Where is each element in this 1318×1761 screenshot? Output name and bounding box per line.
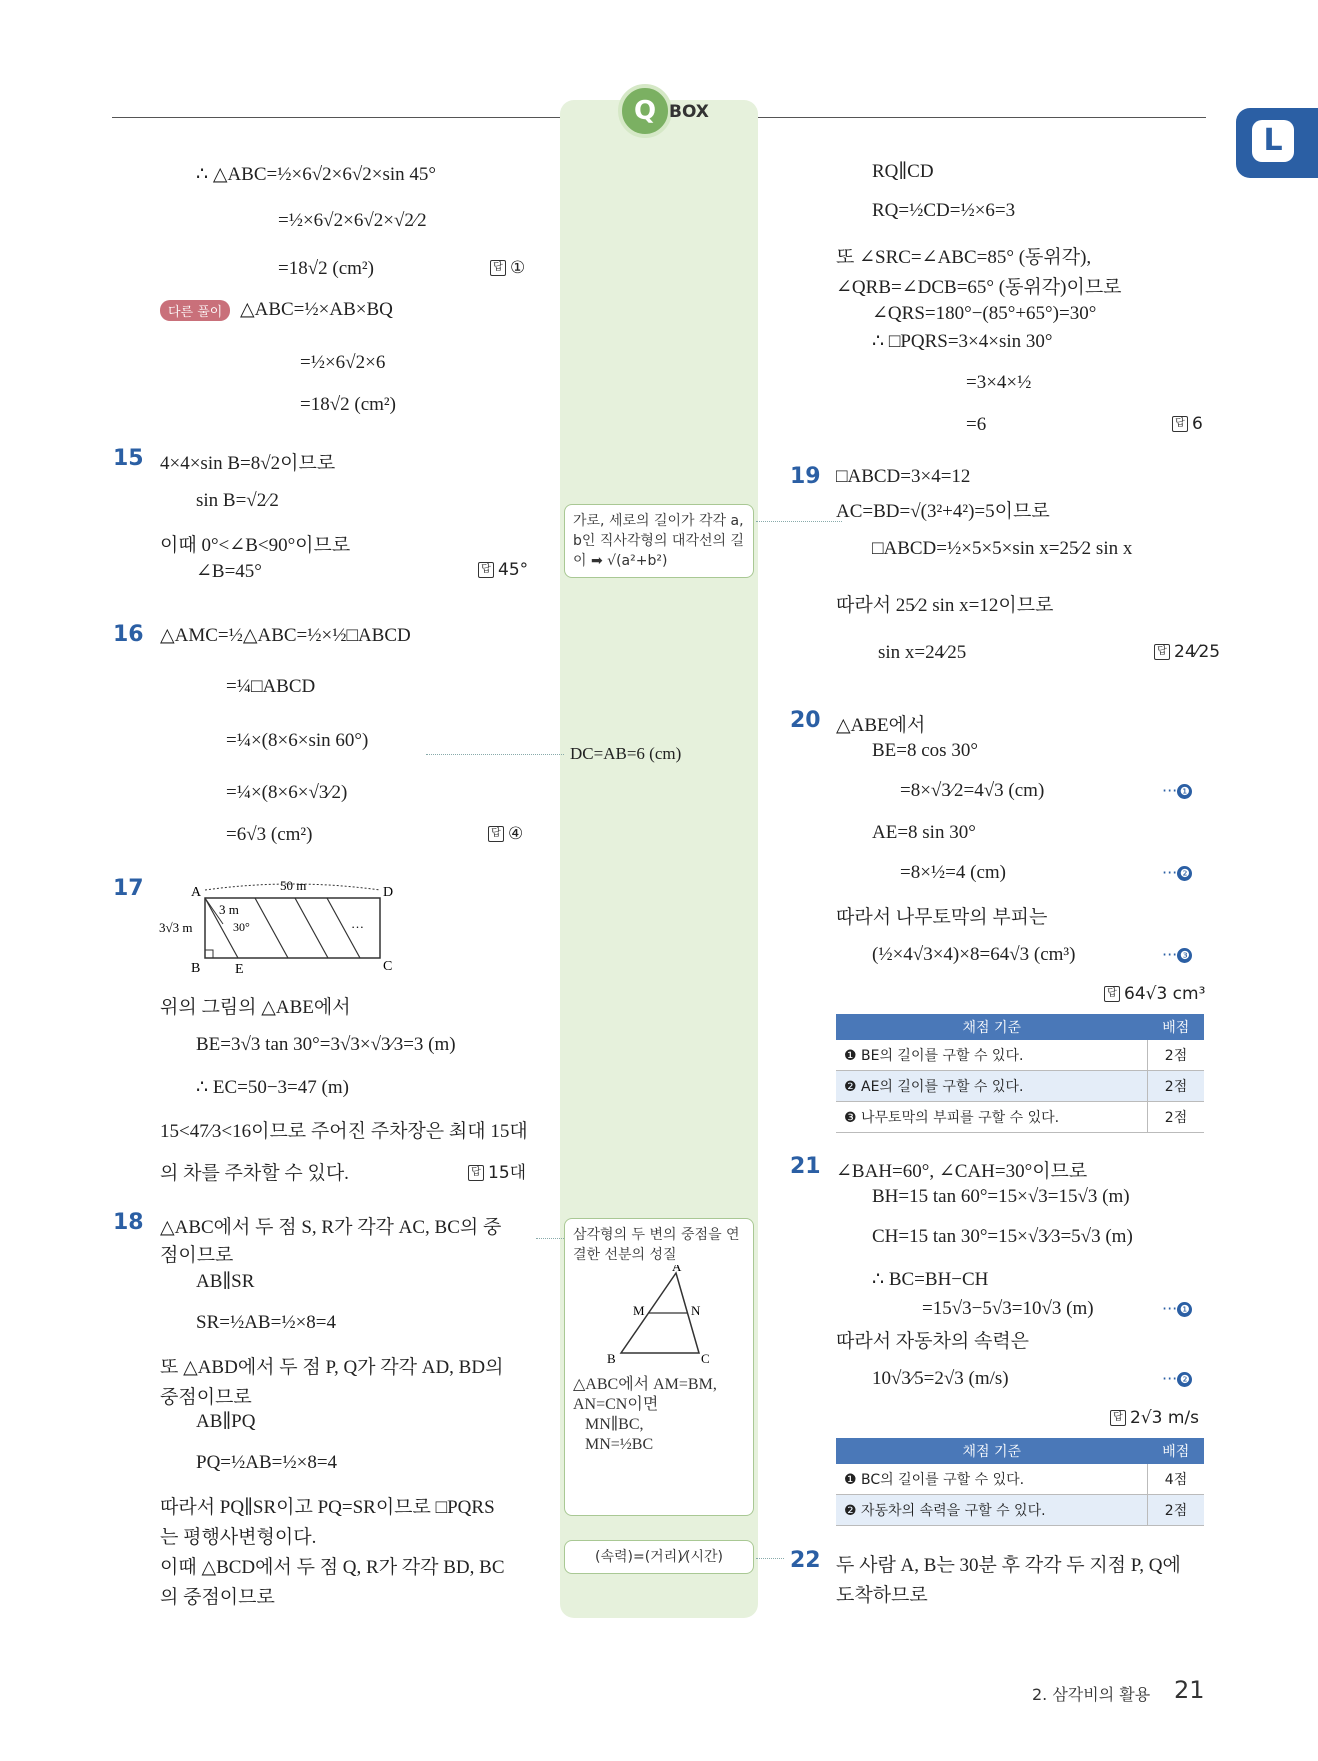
q21-line7: 10√3⁄5=2√3 (m/s) bbox=[872, 1368, 1009, 1389]
q21-line1: ∠BAH=60°, ∠CAH=30°이므로 bbox=[836, 1161, 1088, 1182]
connector-q21 bbox=[756, 1558, 784, 1559]
q20-line5: =8×½=4 (cm) bbox=[900, 862, 1007, 883]
footer-page-number: 21 bbox=[1174, 1676, 1205, 1704]
qbox-label: BOX bbox=[669, 102, 709, 122]
fig-label-e: E bbox=[235, 962, 244, 976]
chapter-tab bbox=[1236, 108, 1318, 178]
q15-line1: 4×4×sin B=8√2이므로 bbox=[160, 453, 336, 474]
q17-line5: 의 차를 주차할 수 있다. bbox=[160, 1163, 349, 1184]
qbox-note-dc: DC=AB=6 (cm) bbox=[570, 744, 682, 763]
grade-row-points: 4점 bbox=[1148, 1464, 1205, 1495]
q17-line4: 15<47⁄3<16이므로 주어진 주차장은 최대 15대 bbox=[160, 1121, 528, 1142]
q20-step2: ··· ❷ bbox=[1162, 862, 1192, 883]
chapter-tab-letter: L bbox=[1252, 120, 1294, 162]
answer-icon: 답 bbox=[1172, 416, 1188, 432]
tri-label-n: N bbox=[691, 1303, 701, 1318]
question-number-16: 16 bbox=[113, 622, 144, 647]
c1-line4: △ABC=½×AB×BQ bbox=[240, 299, 393, 320]
q15-line4: ∠B=45° bbox=[196, 561, 262, 582]
answer-icon: 답 bbox=[1104, 986, 1120, 1002]
grade-row-points: 2점 bbox=[1148, 1495, 1205, 1526]
grade-row-points: 2점 bbox=[1148, 1071, 1205, 1102]
q22-line2: 도착하므로 bbox=[836, 1585, 928, 1606]
grade-header-points: 배점 bbox=[1148, 1014, 1205, 1040]
alt-solution-tag: 다른 풀이 bbox=[160, 300, 230, 321]
q18-line1: △ABC에서 두 점 S, R가 각각 AC, BC의 중 bbox=[160, 1217, 502, 1238]
q21-line6: 따라서 자동차의 속력은 bbox=[836, 1331, 1030, 1352]
q21-line2: BH=15 tan 60°=15×√3=15√3 (m) bbox=[872, 1186, 1130, 1207]
q18-line12: 의 중점이므로 bbox=[160, 1587, 275, 1608]
q18-line2: 점이므로 bbox=[160, 1245, 234, 1266]
grade-header-criteria: 채점 기준 bbox=[836, 1014, 1148, 1040]
q17-line2: BE=3√3 tan 30°=3√3×√3⁄3=3 (m) bbox=[196, 1034, 456, 1055]
q20-grading-table bbox=[836, 1014, 1204, 1133]
c1-line2: =½×6√2×6√2×√2⁄2 bbox=[278, 210, 427, 231]
q18-line6: 중점이므로 bbox=[160, 1387, 252, 1408]
connector-q18 bbox=[536, 1238, 564, 1239]
midpoint-cond2: AN=CN이면 bbox=[573, 1396, 659, 1413]
q18-line8: PQ=½AB=½×8=4 bbox=[196, 1452, 338, 1473]
q21-step2: ··· ❷ bbox=[1162, 1368, 1192, 1389]
q21-line5: =15√3−5√3=10√3 (m) bbox=[922, 1298, 1094, 1319]
q17-line1: 위의 그림의 △ABE에서 bbox=[160, 997, 351, 1018]
qbox-badge bbox=[618, 84, 672, 138]
fig-label-3root3m: 3√3 m bbox=[159, 920, 193, 935]
connector-q16 bbox=[426, 754, 564, 755]
q19-line2: AC=BD=√(3²+4²)=5이므로 bbox=[836, 501, 1050, 522]
fig-label-dots: … bbox=[351, 916, 364, 931]
midpoint-result2: MN=½BC bbox=[585, 1436, 654, 1453]
answer-icon: 답 bbox=[1110, 1410, 1126, 1426]
q18-line11: 이때 △BCD에서 두 점 Q, R가 각각 BD, BC bbox=[160, 1557, 505, 1578]
tri-label-c: C bbox=[701, 1351, 710, 1366]
qbox-note-diagonal: 가로, 세로의 길이가 각각 a, b인 직사각형의 대각선의 길이 ➡ √(a²+b²) bbox=[564, 504, 754, 578]
header-rule-right bbox=[756, 117, 1206, 118]
question-number-15: 15 bbox=[113, 446, 144, 471]
grade-row-criteria: ❸ 나무토막의 부피를 구할 수 있다. bbox=[836, 1102, 1148, 1133]
midpoint-triangle-figure bbox=[573, 1265, 743, 1369]
c3-line8: =6 bbox=[966, 414, 987, 435]
q16-line2: =¼□ABCD bbox=[226, 676, 316, 697]
question-number-17: 17 bbox=[113, 876, 144, 901]
c3-answer1: 답 6 bbox=[1172, 414, 1203, 434]
qbox-note-speed: (속력)=(거리)⁄(시간) bbox=[564, 1540, 754, 1574]
parking-lot-figure bbox=[155, 876, 415, 976]
q18-line3: AB∥SR bbox=[196, 1271, 255, 1292]
grade-row-points: 2점 bbox=[1148, 1102, 1205, 1133]
c1-line3: =18√2 (cm²) bbox=[278, 258, 374, 279]
fig-label-b: B bbox=[191, 961, 201, 976]
q18-line7: AB∥PQ bbox=[196, 1411, 256, 1432]
footer-chapter: 2. 삼각비의 활용 bbox=[1032, 1685, 1151, 1704]
c3-line6: ∴ □PQRS=3×4×sin 30° bbox=[872, 331, 1053, 352]
header-rule-left bbox=[112, 117, 562, 118]
fig-label-a: A bbox=[191, 885, 202, 900]
question-number-19: 19 bbox=[790, 464, 821, 489]
q20-line3: =8×√3⁄2=4√3 (cm) bbox=[900, 780, 1045, 801]
midpoint-title: 삼각형의 두 변의 중점을 연결한 선분의 성질 bbox=[573, 1227, 740, 1263]
fig-label-50m: 50 m bbox=[280, 878, 307, 893]
q21-step1: ··· ❶ bbox=[1162, 1298, 1192, 1319]
grade-row-points: 2점 bbox=[1148, 1040, 1205, 1071]
answer-icon: 답 bbox=[490, 260, 506, 276]
q19-line1: □ABCD=3×4=12 bbox=[836, 466, 971, 487]
c1-line5: =½×6√2×6 bbox=[300, 352, 386, 373]
c1-line1: ∴ △ABC=½×6√2×6√2×sin 45° bbox=[196, 164, 437, 185]
answer-icon: 답 bbox=[1154, 644, 1170, 660]
grade-row-criteria: ❶ BE의 길이를 구할 수 있다. bbox=[836, 1040, 1148, 1071]
qbox-note-midpoint bbox=[564, 1218, 754, 1516]
q18-line5: 또 △ABD에서 두 점 P, Q가 각각 AD, BD의 bbox=[160, 1357, 504, 1378]
tri-label-m: M bbox=[633, 1303, 645, 1318]
q20-step3: ··· ❸ bbox=[1162, 944, 1192, 965]
answer-icon: 답 bbox=[468, 1165, 484, 1181]
midpoint-result1: MN∥BC, bbox=[585, 1416, 644, 1433]
q16-answer: 답 ④ bbox=[488, 824, 523, 844]
c3-line5: ∠QRS=180°−(85°+65°)=30° bbox=[872, 303, 1097, 324]
midpoint-cond1: △ABC에서 AM=BM, bbox=[573, 1376, 717, 1393]
q20-line2: BE=8 cos 30° bbox=[872, 740, 978, 761]
question-number-22: 22 bbox=[790, 1548, 821, 1573]
grade-row-criteria: ❷ AE의 길이를 구할 수 있다. bbox=[836, 1071, 1148, 1102]
grade-header-criteria: 채점 기준 bbox=[836, 1438, 1148, 1464]
c1-line6: =18√2 (cm²) bbox=[300, 394, 396, 415]
connector-q19 bbox=[756, 521, 842, 522]
q15-line2: sin B=√2⁄2 bbox=[196, 490, 279, 511]
c3-line3: 또 ∠SRC=∠ABC=85° (동위각), bbox=[836, 247, 1092, 268]
q20-line7: (½×4√3×4)×8=64√3 (cm³) bbox=[872, 944, 1076, 965]
q18-line10: 는 평행사변형이다. bbox=[160, 1527, 317, 1548]
c3-line1: RQ∥CD bbox=[872, 161, 934, 182]
q21-grading-table bbox=[836, 1438, 1204, 1526]
qbox-letter: Q bbox=[633, 96, 657, 126]
question-number-18: 18 bbox=[113, 1210, 144, 1235]
q16-line5: =6√3 (cm²) bbox=[226, 824, 313, 845]
q16-line4: =¼×(8×6×√3⁄2) bbox=[226, 782, 348, 803]
q21-line4: ∴ BC=BH−CH bbox=[872, 1269, 989, 1290]
q19-line5: sin x=24⁄25 bbox=[878, 642, 967, 663]
q20-line4: AE=8 sin 30° bbox=[872, 822, 976, 843]
q21-answer: 답 2√3 m/s bbox=[1110, 1408, 1199, 1428]
grade-header-points: 배점 bbox=[1148, 1438, 1205, 1464]
q18-line4: SR=½AB=½×8=4 bbox=[196, 1312, 336, 1333]
q19-answer: 답 24⁄25 bbox=[1154, 642, 1220, 662]
tri-label-a: A bbox=[672, 1265, 682, 1274]
q17-line3: ∴ EC=50−3=47 (m) bbox=[196, 1077, 349, 1098]
fig-label-c: C bbox=[383, 959, 393, 974]
q20-step1: ··· ❶ bbox=[1162, 780, 1192, 801]
q20-line6: 따라서 나무토막의 부피는 bbox=[836, 907, 1048, 928]
c3-line4: ∠QRB=∠DCB=65° (동위각)이므로 bbox=[836, 277, 1122, 298]
c3-line7: =3×4×½ bbox=[966, 372, 1032, 393]
q16-line3: =¼×(8×6×sin 60°) bbox=[226, 730, 369, 751]
answer-icon: 답 bbox=[488, 826, 504, 842]
fig-label-d: D bbox=[383, 885, 394, 900]
q15-line3: 이때 0°<∠B<90°이므로 bbox=[160, 535, 351, 556]
fig-label-3m: 3 m bbox=[219, 902, 239, 917]
q17-answer: 답 15대 bbox=[468, 1158, 526, 1183]
question-number-20: 20 bbox=[790, 708, 821, 733]
question-number-21: 21 bbox=[790, 1154, 821, 1179]
c1-answer1: 답 ① bbox=[490, 258, 525, 278]
q20-line1: △ABE에서 bbox=[836, 715, 926, 736]
grade-row-criteria: ❶ BC의 길이를 구할 수 있다. bbox=[836, 1464, 1148, 1495]
tri-label-b: B bbox=[607, 1351, 616, 1366]
q19-line3: □ABCD=½×5×5×sin x=25⁄2 sin x bbox=[872, 538, 1133, 559]
q21-line3: CH=15 tan 30°=15×√3⁄3=5√3 (m) bbox=[872, 1226, 1133, 1247]
grade-row-criteria: ❷ 자동차의 속력을 구할 수 있다. bbox=[836, 1495, 1148, 1526]
q18-line9: 따라서 PQ∥SR이고 PQ=SR이므로 □PQRS bbox=[160, 1497, 495, 1518]
c3-line2: RQ=½CD=½×6=3 bbox=[872, 200, 1016, 221]
q19-line4: 따라서 25⁄2 sin x=12이므로 bbox=[836, 595, 1054, 616]
q20-answer: 답 64√3 cm³ bbox=[1104, 984, 1205, 1004]
answer-icon: 답 bbox=[478, 562, 494, 578]
q22-line1: 두 사람 A, B는 30분 후 각각 두 지점 P, Q에 bbox=[836, 1555, 1181, 1576]
q15-answer: 답 45° bbox=[478, 560, 528, 580]
q16-line1: △AMC=½△ABC=½×½□ABCD bbox=[160, 625, 411, 646]
fig-label-30deg: 30° bbox=[233, 920, 250, 934]
